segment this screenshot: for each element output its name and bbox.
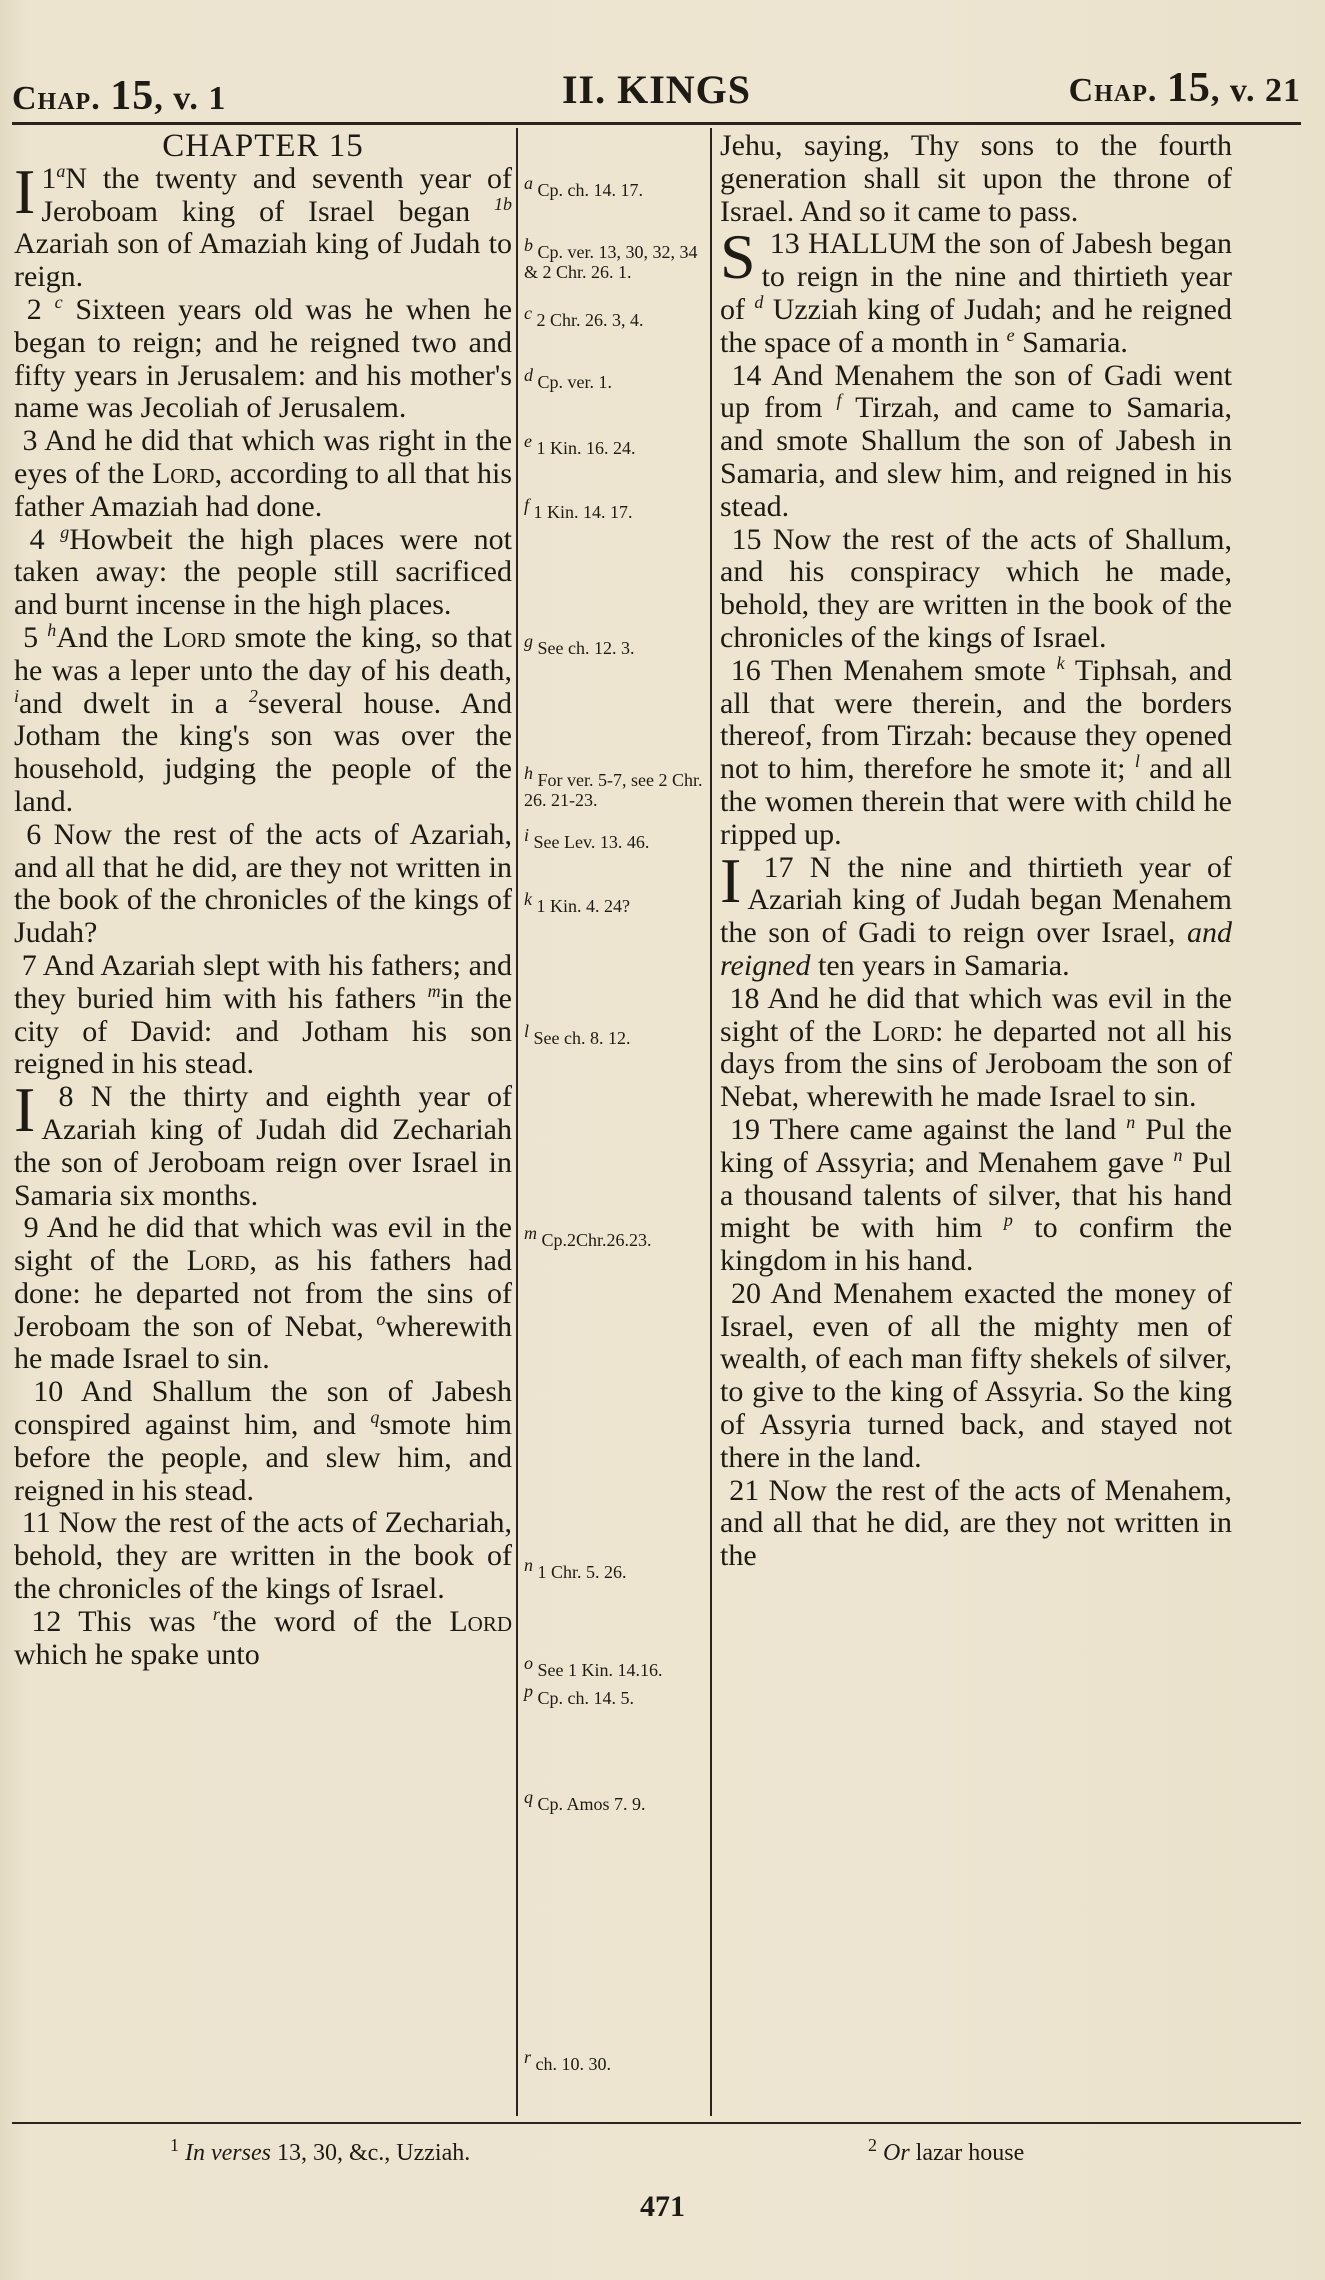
cross-reference: $^b$ Cp. ver. 13, 30, 32, 34 & 2 Chr. 26. 1. bbox=[524, 235, 698, 282]
cross-reference: $^a$ Cp. ch. 14. 17. bbox=[524, 173, 643, 200]
book-title: II. KINGS bbox=[561, 67, 752, 112]
footnote-1: $^1$ In verses 13, 30, &c., Uzziah. bbox=[170, 2135, 471, 2166]
footnote-2: $^2$ Or lazar house bbox=[868, 2135, 1025, 2166]
verse-17: 17 I N the nine and thirtieth year of Azariah king of Judah began Menahem the son of Gadi to reign over Israel, and reigned ten years in Samaria. bbox=[720, 844, 1233, 982]
verse-18: 18 And he did that which was evil in the sight of the Lord: he departed not all his days from the sins of Jeroboam the son of Nebat, wherewith he made Israel to sin. bbox=[720, 981, 1232, 1114]
verse-8: 8 I N the thirty and eighth year of Azariah king of Judah did Zechariah the son of Jeroboam reign over Israel in Samaria six months. bbox=[14, 1074, 512, 1212]
cross-reference: $^f$ 1 Kin. 14. 17. bbox=[524, 495, 633, 522]
cross-reference: $^c$ 2 Chr. 26. 3, 4. bbox=[524, 303, 644, 330]
header-right-reference: Chap. 15, v. 21 bbox=[1068, 65, 1301, 111]
verse-20: 20 And Menahem exacted the money of Israel, even of all the mighty men of wealth, of each man fifty shekels of silver, to give to the king of Assyria. So the king of Assyria turned back, and stayed not there in the land. bbox=[720, 1276, 1233, 1474]
cross-reference: $^e$ 1 Kin. 16. 24. bbox=[524, 431, 636, 458]
page-number: 471 bbox=[640, 2190, 685, 2223]
verse-4: 4 $^g$Howbeit the high places were not taken away: the people still sacrificed and burnt incense in the high places. bbox=[14, 521, 513, 622]
verse-6: 6 Now the rest of the acts of Azariah, and all that he did, are they not written in the book of the chronicles of the kings of Judah? bbox=[14, 817, 512, 950]
footnote-rule bbox=[12, 2122, 1301, 2124]
cross-reference: $^h$ For ver. 5-7, see 2 Chr. 26. 21-23. bbox=[524, 763, 703, 810]
verse-12-continued: Jehu, saying, Thy sons to the fourth generation shall sit upon the throne of Israel. And so it came to pass. bbox=[720, 129, 1232, 228]
cross-reference: $^p$ Cp. ch. 14. 5. bbox=[524, 1681, 634, 1708]
verse-14: 14 And Menahem the son of Gadi went up from $^f$ Tirzah, and came to Samaria, and smote Shallum the son of Jabesh in Samaria, and slew him, and reigned in his stead. bbox=[720, 358, 1232, 523]
drop-cap: I bbox=[14, 1074, 36, 1146]
verse-13: 13 S HALLUM the son of Jabesh began to reign in the nine and thirtieth year of $^d$ Uzziah king of Judah; and he reigned the space of a month in $^e$ Samaria. bbox=[720, 221, 1233, 359]
cross-reference: $^g$ See ch. 12. 3. bbox=[524, 631, 635, 658]
cross-reference: $^k$ 1 Kin. 4. 24? bbox=[524, 889, 630, 916]
cross-reference: $^i$ See Lev. 13. 46. bbox=[524, 825, 650, 852]
verse-15: 15 Now the rest of the acts of Shallum, and his conspiracy which he made, behold, they are written in the book of the chronicles of the kings of Israel. bbox=[720, 522, 1232, 654]
right-text-column bbox=[720, 130, 1232, 1573]
cross-reference: $^m$ Cp.2Chr.26.23. bbox=[524, 1223, 652, 1250]
verse-9: 9 And he did that which was evil in the sight of the Lord, as his fathers had done: he departed not from the sins of Jeroboam the son of Nebat, $^o$wherewith he made Israel to sin. bbox=[14, 1211, 512, 1376]
verse-21: 21 Now the rest of the acts of Menahem, and all that he did, are they not written in the bbox=[720, 1473, 1232, 1573]
header-rule bbox=[12, 122, 1301, 125]
cross-reference: $^d$ Cp. ver. 1. bbox=[524, 365, 612, 392]
column-divider-right bbox=[710, 128, 712, 2116]
verse-2: 2 $^c$ Sixteen years old was he when he began to reign; and he reigned two and fifty years in Jerusalem: and his mother's name was Jecoliah of Jerusalem. bbox=[14, 291, 513, 425]
drop-cap: I bbox=[14, 155, 36, 227]
cross-reference: $^l$ See ch. 8. 12. bbox=[524, 1021, 631, 1048]
verse-19: 19 There came against the land $^n$ Pul the king of Assyria; and Menahem gave $^n$ Pul a thousand talents of silver, that his hand might be with him $^p$ to confirm the kingdom in his hand. bbox=[720, 1111, 1233, 1278]
cross-reference: $^r$ ch. 10. 30. bbox=[524, 2047, 612, 2074]
drop-cap: I bbox=[720, 844, 742, 916]
chapter-heading: CHAPTER 15 bbox=[162, 128, 364, 164]
running-header bbox=[12, 62, 1301, 122]
cross-reference: $^q$ Cp. Amos 7. 9. bbox=[524, 1787, 646, 1814]
verse-11: 11 Now the rest of the acts of Zechariah, behold, they are written in the book of the chronicles of the kings of Israel. bbox=[14, 1506, 513, 1606]
column-divider-left bbox=[516, 128, 518, 2116]
verse-1: 1$^a$ I N the twenty and seventh year of Jeroboam king of Israel began $^{1b}$ Azariah son of Amaziah king of Judah to reign. bbox=[14, 155, 512, 294]
cross-reference: $^o$ See 1 Kin. 14.16. bbox=[524, 1653, 663, 1680]
verse-10: 10 And Shallum the son of Jabesh conspired against him, and $^q$smote him before the people, and slew him, and reigned in his stead. bbox=[14, 1375, 513, 1507]
cross-reference: $^n$ 1 Chr. 5. 26. bbox=[524, 1555, 627, 1582]
verse-16: 16 Then Menahem smote $^k$ Tiphsah, and all that were therein, and the borders thereof, from Tirzah: because they opened not to him, therefore he smote it; $^l$ and all the women therein that were with child he ripped up. bbox=[720, 652, 1233, 851]
verse-12: 12 This was $^r$the word of the Lord which he spake unto bbox=[14, 1603, 513, 1671]
left-text-column bbox=[14, 130, 512, 1671]
verse-3: 3 And he did that which was right in the eyes of the Lord, according to all that his father Amaziah had done. bbox=[14, 424, 513, 523]
verse-7: 7 And Azariah slept with his fathers; and they buried him with his fathers $^m$in the city of David: and Jotham his son reigned in his stead. bbox=[14, 948, 512, 1081]
header-left-reference: Chap. 15, v. 1 bbox=[12, 73, 227, 119]
cross-reference-column bbox=[524, 130, 706, 2115]
verse-5: 5 $^h$And the Lord smote the king, so that he was a leper unto the day of his death, $^i$and dwelt in a $^2$several house. And Jotham the king's son was over the household, judging the people of the land. bbox=[14, 619, 513, 818]
drop-cap: S bbox=[720, 221, 756, 293]
